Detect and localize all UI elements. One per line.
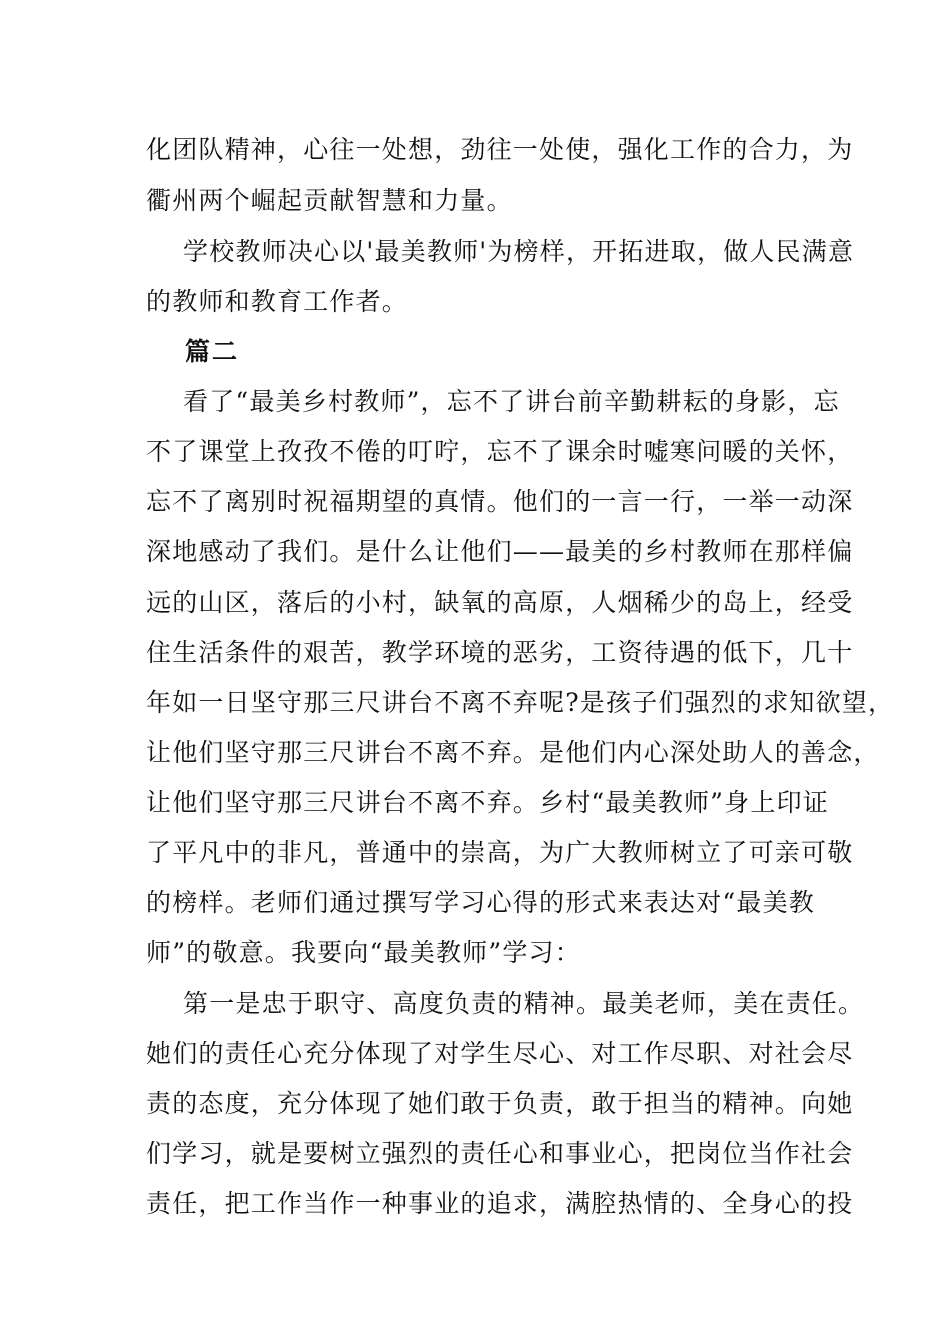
text-line: 让他们坚守那三尺讲台不离不弃。乡村“最美教师”身上印证 — [146, 788, 829, 817]
text-line: 年如一日坚守那三尺讲台不离不弃呢?是孩子们强烈的求知欲望， — [146, 688, 895, 717]
paragraph-start-line: 看了“最美乡村教师”，忘不了讲台前辛勤耕耘的身影，忘 — [183, 387, 840, 416]
text-line: 责的态度，充分体现了她们敢于负责，敢于担当的精神。向她 — [146, 1089, 854, 1118]
paragraph-start-line: 学校教师决心以'最美教师'为榜样，开拓进取，做人民满意 — [183, 237, 855, 266]
text-line: 的教师和教育工作者。 — [146, 287, 409, 316]
text-line: 的榜样。老师们通过撰写学习心得的形式来表达对“最美教 — [146, 888, 815, 917]
text-line: 让他们坚守那三尺讲台不离不弃。是他们内心深处助人的善念， — [146, 738, 880, 767]
text-line: 不了课堂上孜孜不倦的叮咛，忘不了课余时嘘寒问暖的关怀， — [146, 437, 854, 466]
text-line: 深地感动了我们。是什么让他们——最美的乡村教师在那样偏 — [146, 537, 854, 566]
text-line: 了平凡中的非凡，普通中的崇高，为广大教师树立了可亲可敬 — [146, 838, 854, 867]
text-line: 住生活条件的艰苦，教学环境的恶劣，工资待遇的低下，几十 — [146, 638, 854, 667]
text-line: 远的山区，落后的小村，缺氧的高原，人烟稀少的岛上，经受 — [146, 588, 854, 617]
text-line: 们学习，就是要树立强烈的责任心和事业心，把岗位当作社会 — [146, 1139, 854, 1168]
paragraph-start-line: 第一是忠于职守、高度负责的精神。最美老师，美在责任。 — [183, 989, 865, 1018]
text-line: 师”的敬意。我要向“最美教师”学习： — [146, 938, 581, 967]
text-line: 她们的责任心充分体现了对学生尽心、对工作尽职、对社会尽 — [146, 1039, 854, 1068]
text-line: 衢州两个崛起贡献智慧和力量。 — [146, 186, 513, 215]
section-heading: 篇二 — [185, 337, 240, 366]
text-line: 化团队精神，心往一处想，劲往一处使，强化工作的合力，为 — [146, 135, 854, 164]
text-line: 责任，把工作当作一种事业的追求，满腔热情的、全身心的投 — [146, 1189, 854, 1218]
text-line: 忘不了离别时祝福期望的真情。他们的一言一行，一举一动深 — [146, 487, 854, 516]
